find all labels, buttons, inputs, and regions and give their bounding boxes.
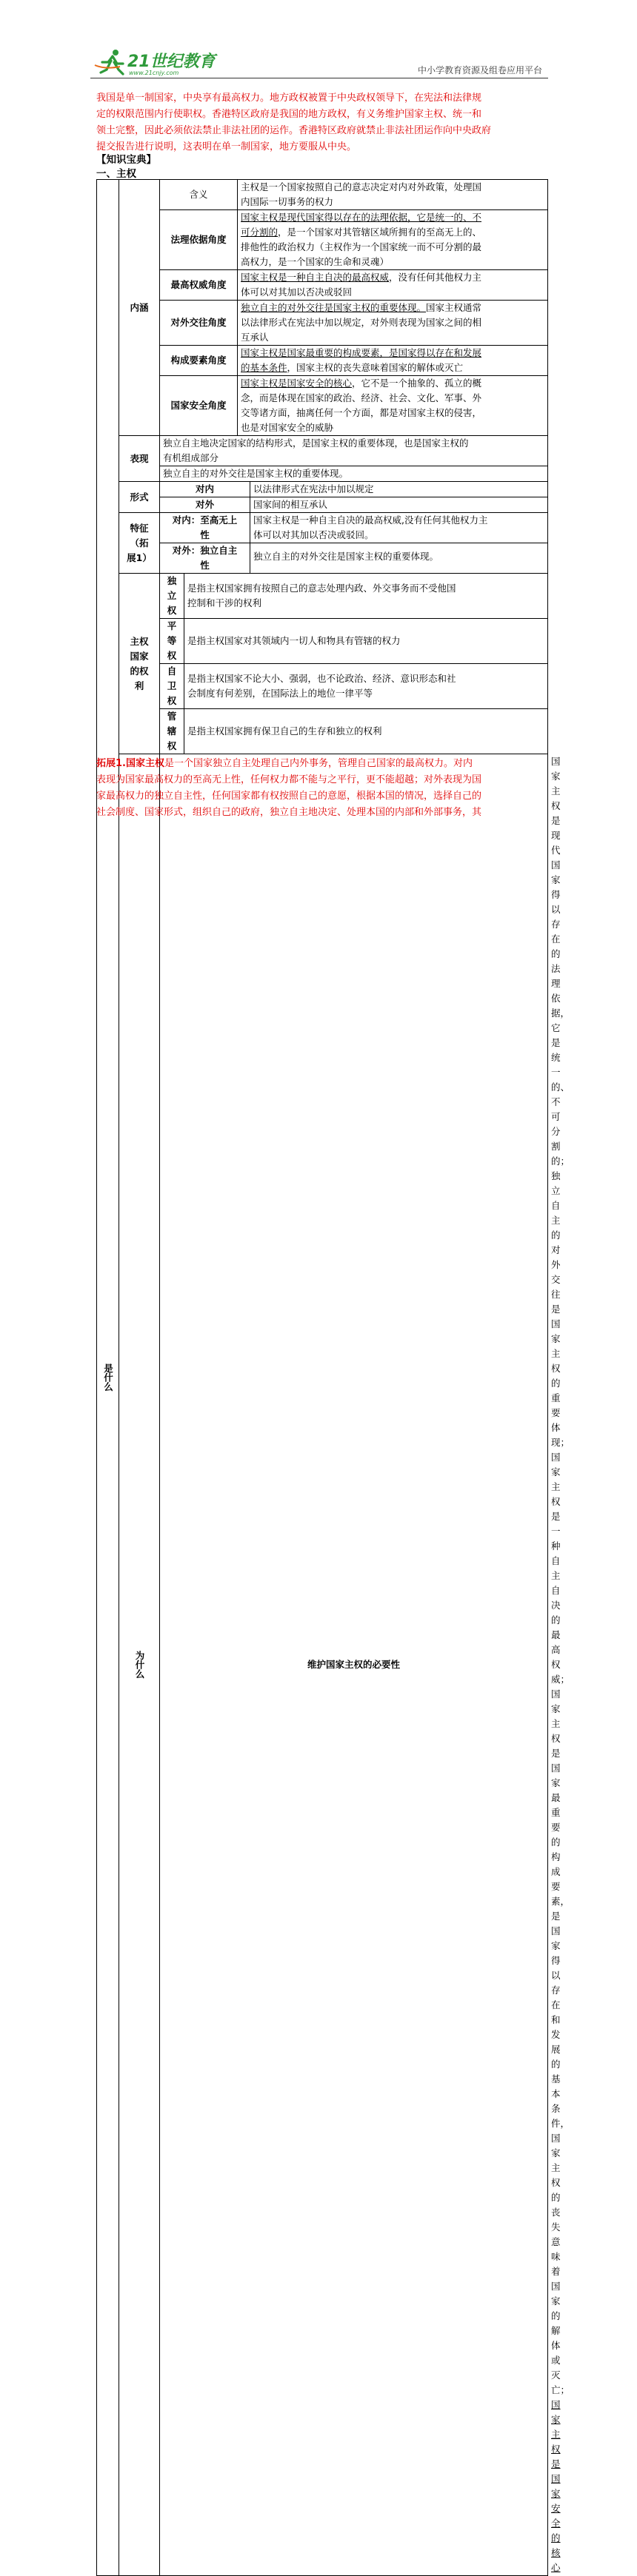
intro-line: 定的权限范围内行使职权。香港特区政府是我国的地方政权，有义务维护国家主权、统一和 (96, 109, 482, 120)
biaoxian-text-2: 独立自主的对外交往是国家主权的重要体现。 (160, 466, 548, 482)
tezheng-nei-text: 国家主权是一种自主自决的最高权威,没有任何其他权力主 体可以对其加以否决或驳回。 (250, 513, 548, 543)
goucheng-label: 构成要素角度 (160, 346, 238, 376)
tezheng-label: 特征 （拓 展1） (119, 513, 160, 574)
anquan-text: 国家主权是国家安全的核心，它不是一个抽象的、孤立的概 念，而是体现在国家的政治、经济、社会、文化、军事、外 交等诸方面，抽离任何一个方面，都是对国家主权的侵害， 也是对国家安全的威胁 (238, 376, 548, 436)
falv-label: 法理依据角度 (160, 210, 238, 270)
tezheng-wai-text: 独立自主的对外交往是国家主权的重要体现。 (250, 543, 548, 574)
hanyi-label: 含义 (160, 180, 238, 210)
duli-label: 独立权 (160, 574, 184, 619)
extension-line: 表现为国家最高权力的至高无上性，任何权力都不能与之平行，更不能超越；对外表现为国 (96, 774, 482, 785)
extension-line: 社会制度、国家形式，组织自己的政府，独立自主地决定、处理本国的内部和外部事务，其 (96, 807, 482, 818)
anquan-label: 国家安全角度 (160, 376, 238, 436)
page-header (90, 47, 548, 78)
xingshi-wai-text: 国家间的相互承认 (250, 497, 548, 513)
extension-paragraph (96, 756, 544, 821)
xingshi-nei-label: 对内 (160, 482, 250, 497)
biyao-label: 维护国家主权的必要性 (160, 754, 548, 2576)
guanxia-label: 管辖权 (160, 709, 184, 754)
tezheng-wai-label: 对外：独立自主 性 (160, 543, 250, 574)
extension-line: 家最高权力的独立自主性，任何国家都有权按照自己的意愿，根据本国的情况，选择自己的 (96, 791, 482, 802)
intro-paragraph (96, 90, 544, 155)
guanxia-text: 是指主权国家拥有保卫自己的生存和独立的权利 (184, 709, 548, 754)
xingshi-nei-text: 以法律形式在宪法中加以规定 (250, 482, 548, 497)
ziwei-text: 是指主权国家不论大小、强弱，也不论政治、经济、意识形态和社 会制度有何差别，在国际法上的地位一律平等 (184, 664, 548, 709)
duiwai-label: 对外交往角度 (160, 301, 238, 346)
logo-text: 21世纪教育 (127, 53, 216, 71)
pingdeng-text: 是指主权国家对其领域内一切人和物具有管辖的权力 (184, 619, 548, 664)
logo-url: www.21cnjy.com (129, 70, 179, 76)
sovereignty-table: 是什么 内涵 含义 主权是一个国家按照自己的意志决定对内对外政策，处理国 内国际一切事务的权力 法理依据角度 国家主权是现代国家得以存在的法理依据，它是统一的、不 可分割的，是一个国家对其管辖区域所拥有的至高无上的、 排他性的政治权力（主权作为一个国家统一而不可分割的最 高权力，是一个国家的生命和灵魂） 最高权威角度 国家主权是一种自主自决的最高权威，没有任何其他权力主 体可以对其加以否决或驳回 对外交往角度 独立自主的对外交往是国家主权的重要体现。国家主权通常 以法律形式在宪法中加以规定，对外则表现为国家之间的相 互承认 构成要素角度 国家主权是国家最重要的构成要素，是国家得以存在和发展 的基本条件，国家主权的丧失意味着国家的解体或灭亡 国家安全角度 国家主权是国家安全的核心，它不是一个抽象的、孤立的概 念，而是体现在国家的政治、经济、社会、文化、军事、外 交等诸方面，抽离任何一个方面，都是对国家主权的侵害， 也是对国家安全的威胁 表现 独立自主地决定国家的结构形式，是国家主权的重要体现，也是国家主权的 有机组成部分 独立自主的对外交往是国家主权的重要体现。 形式 对内 以法律形式在宪法中加以规定 对外 国家间的相互承认 特征 （拓 展1） 对内：至高无上 性 国家主权是一种自主自决的最高权威,没有任何其他权力主 体可以对其加以否决或驳回。 对外：独立自主 性 独立自主的对外交往是国家主权的重要体现。 主权 国家 的权 利 独立权 是指主权国家拥有按照自己的意志处理内政、外交事务而不受他国 控制和干涉的权利 平等权 是指主权国家对其领域内一切人和物具有管辖的权力 自卫权 是指主权国家不论大小、强弱，也不论政治、经济、意识形态和社 会制度有何差别，在国际法上的地位一律平等 管辖权 是指主权国家拥有保卫自己的生存和独立的权利 为什么 维护国家主权的必要性 国家主权是现代国家得以存在的法理依据，它是统一的、不 可分割的； 独立自主的对外交往是国家主权的重要体现； 国家主权是一种自主自决的最高权威； 国家主权是国家最重要的构成要素，是国家得以存在和发展 的基本条件，国家主权的丧失意味着国家的解体或灭亡； 国家主权是国家安全的核心 (96, 179, 548, 2576)
zuigao-text: 国家主权是一种自主自决的最高权威，没有任何其他权力主 体可以对其加以否决或驳回 (238, 270, 548, 301)
zuigao-label: 最高权威角度 (160, 270, 238, 301)
duli-text: 是指主权国家拥有按照自己的意志处理内政、外交事务而不受他国 控制和干涉的权利 (184, 574, 548, 619)
what-header: 是什么 (97, 180, 119, 2576)
xingshi-label: 形式 (119, 482, 160, 513)
pingdeng-label: 平等权 (160, 619, 184, 664)
neihan-label: 内涵 (119, 180, 160, 436)
intro-line: 提交报告进行说明，这表明在单一制国家，地方要服从中央。 (96, 141, 357, 152)
duiwai-text: 独立自主的对外交往是国家主权的重要体现。国家主权通常 以法律形式在宪法中加以规定，对外则表现为国家之间的相 互承认 (238, 301, 548, 346)
goucheng-text: 国家主权是国家最重要的构成要素，是国家得以存在和发展 的基本条件，国家主权的丧失意味着国家的解体或灭亡 (238, 346, 548, 376)
hanyi-text: 主权是一个国家按照自己的意志决定对内对外政策，处理国 内国际一切事务的权力 (238, 180, 548, 210)
tezheng-nei-label: 对内：至高无上 性 (160, 513, 250, 543)
falv-text: 国家主权是现代国家得以存在的法理依据，它是统一的、不 可分割的，是一个国家对其管辖区域所拥有的至高无上的、 排他性的政治权力（主权作为一个国家统一而不可分割的最 高权力，是一个国家的生命和灵魂） (238, 210, 548, 270)
biaoxian-label: 表现 (119, 436, 160, 482)
extension-lead: 拓展1.国家主权 (96, 758, 164, 769)
intro-line: 领土完整，因此必须依法禁止非法社团的运作。香港特区政府就禁止非法社团运作向中央政府 (96, 125, 492, 136)
ziwei-label: 自卫权 (160, 664, 184, 709)
site-logo (90, 47, 216, 77)
quanli-label: 主权 国家 的权 利 (119, 574, 160, 754)
why-header: 为什么 (119, 754, 160, 2576)
intro-line: 我国是单一制国家，中央享有最高权力。地方政权被置于中央政权领导下，在宪法和法律规 (96, 93, 482, 104)
biaoxian-text-1: 独立自主地决定国家的结构形式，是国家主权的重要体现，也是国家主权的 有机组成部分 (160, 436, 548, 466)
header-platform-name: 中小学教育资源及组卷应用平台 (417, 65, 542, 76)
knowledge-title: 【知识宝典】 (96, 154, 156, 166)
extension-line: 拓展1.国家主权是一个国家独立自主处理自己内外事务，管理自己国家的最高权力。对内 (96, 758, 473, 769)
xingshi-wai-label: 对外 (160, 497, 250, 513)
section-title: 一、主权 (96, 168, 136, 180)
